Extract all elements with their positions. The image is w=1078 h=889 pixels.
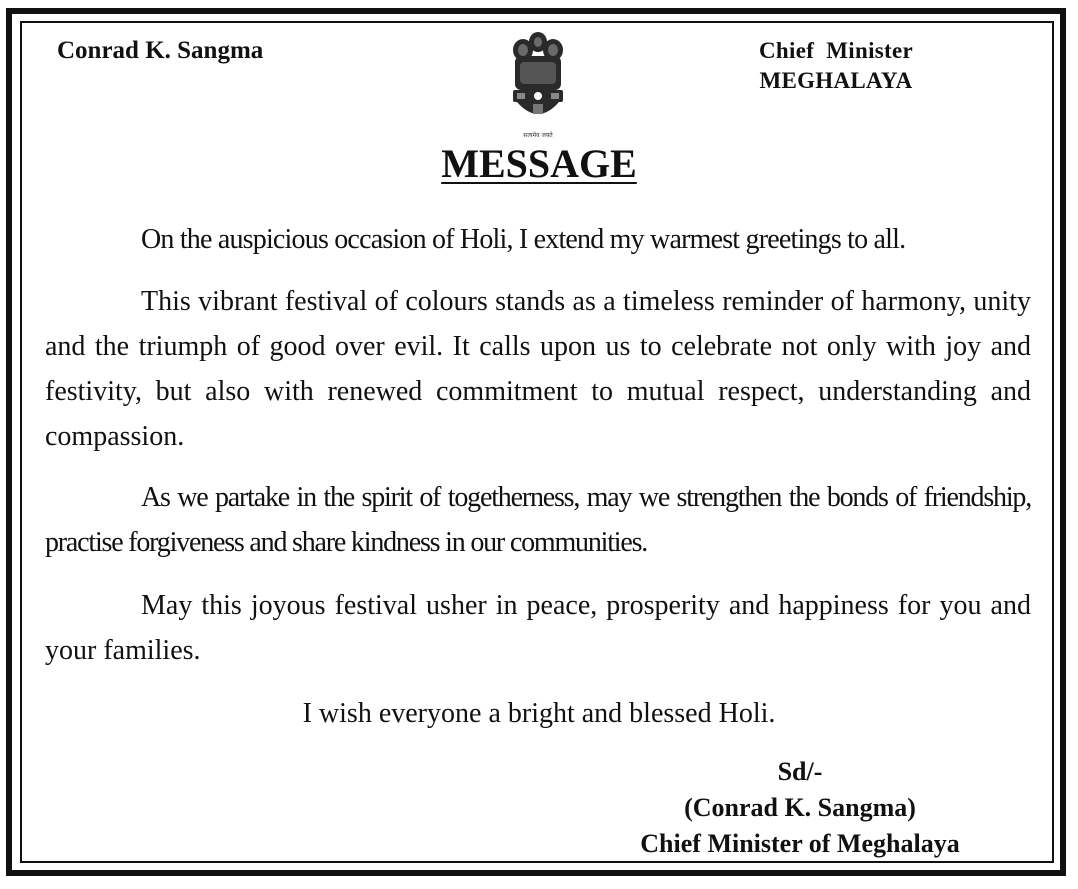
header-title-line2: MEGHALAYA [759, 68, 913, 93]
paragraph-2-text: This vibrant festival of colours stands as a timeless reminder of harmony, unity and the triumph of good over evil. It calls upon us to celebrate not only with joy and festivity, but also with renewed commitment to mutual respect, understanding and compassion. [45, 286, 1031, 452]
header-name: Conrad K. Sangma [57, 37, 264, 64]
closing-line: I wish everyone a bright and blessed Holi. [302, 698, 776, 729]
page-title: MESSAGE [441, 141, 637, 186]
header-title-line1: Chief Minister [759, 38, 913, 63]
signature-designation: Chief Minister of Meghalaya [640, 829, 960, 858]
signature-sd: Sd/- [777, 757, 823, 786]
paragraph-1-text: On the auspicious occasion of Holi, I extend my warmest greetings to all. [141, 224, 906, 255]
paragraph-3-text: As we partake in the spirit of togetherness, may we strengthen the bonds of friendship, practise forgiveness and share kindness in our communities. [45, 482, 1031, 558]
paragraph-1 [45, 217, 1031, 262]
header-title [686, 36, 986, 96]
state-emblem-icon [503, 28, 573, 139]
signature-name: (Conrad K. Sangma) [684, 793, 916, 822]
signature-block [560, 754, 1040, 862]
emblem-motto: सत्यमेव जयते [523, 132, 553, 139]
paragraph-2 [45, 279, 1031, 459]
paragraph-4-text: May this joyous festival usher in peace, prosperity and happiness for you and your families. [45, 590, 1031, 666]
paragraph-3 [45, 475, 1031, 565]
paragraph-4 [45, 583, 1031, 673]
